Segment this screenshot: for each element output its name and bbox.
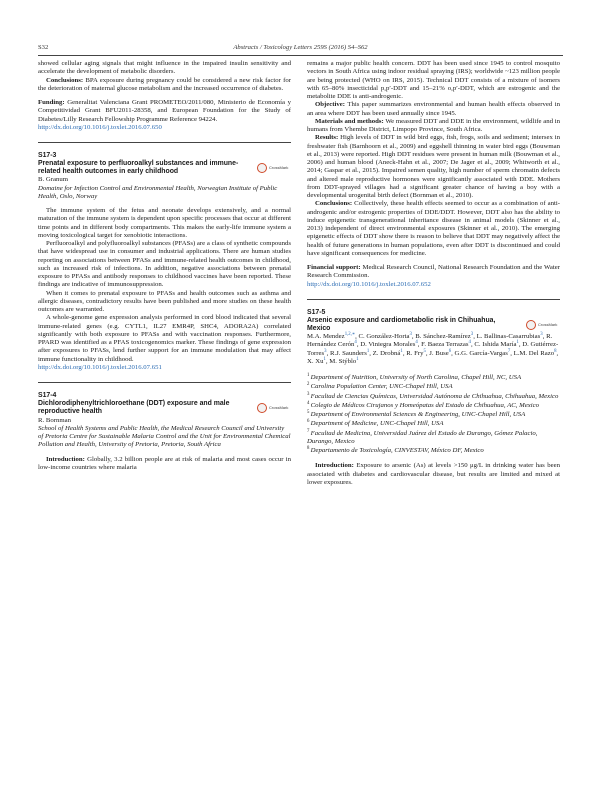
funding-text: Medical Research Council, National Research Foundation and the Water Research Commission. <box>307 264 560 280</box>
body-paragraph: Perfluoroalkyl and polyfluoroalkyl substances (PFASs) are a class of synthetic compounds that have widespread use in consumer and industrial applications. There are human studies reporting on associations between PFASs and immune-related health outcomes in childhood, such as increased risk of infections. In addition, negative associations between prenatal exposure to PFASs and antibody responses to childhood vaccines have been reported. These findings are indicative of immunosuppression. <box>38 240 291 289</box>
right-column <box>307 60 560 487</box>
section-divider <box>307 299 560 300</box>
funding-paragraph <box>38 99 291 124</box>
body-paragraph: The immune system of the fetus and neonate develops extensively, and a normal maturation of the immune system is dependent upon specific processes that occur at different time points and in different body compartments. This makes the early-life immune system a moving toxicological target for xenobiotic interactions. <box>38 207 291 239</box>
objective-text: This paper summarizes environmental and human health effects observed in an area where DDT has been used annually since 1945. <box>307 101 560 117</box>
affiliation-text: Department of Nutrition, University of North Carolina, Chapel Hill, NC, USA <box>310 374 522 382</box>
affiliation-item <box>307 420 560 428</box>
affiliation-text: Colegio de Médicos Cirujanos y Homeópatas del Estado de Chihuahua, AC, Mexico <box>310 401 540 409</box>
funding-label: Financial support: <box>307 264 361 271</box>
author-name: F. Baeza Terrazas <box>421 341 469 349</box>
crossmark-icon <box>526 320 536 330</box>
section-divider <box>38 382 291 383</box>
author-affiliation-marker[interactable]: 4 <box>354 340 357 346</box>
author-name: L. Ballinas-Casarrubias <box>476 333 541 341</box>
affiliation-list <box>307 374 560 455</box>
conclusions-paragraph <box>38 77 291 94</box>
author-affiliation-marker[interactable]: 1 <box>323 356 326 362</box>
author-affiliation-marker[interactable]: 5 <box>423 348 426 354</box>
objective-paragraph <box>307 101 560 118</box>
affiliation-number: 6 <box>307 419 311 425</box>
author-name: L.M. Del Razo <box>513 349 555 357</box>
affiliation-number: 7 <box>307 428 311 434</box>
affiliation-text: Facultad de Medicina, Universidad Juárez del Estado de Durango, Gómez Palacio, Durango, Mexico <box>307 429 538 445</box>
abstract-title: Arsenic exposure and cardiometabolic risk in Chihuahua, Mexico <box>307 316 496 332</box>
journal-citation: Abstracts / Toxicology Letters 259S (2016) S4–S62 <box>233 44 368 51</box>
author-name: G.G. García-Vargas <box>454 349 508 357</box>
author-affiliation-marker[interactable]: 4 <box>468 340 471 346</box>
abstract-title: Dichlorodiphenyltrichloroethane (DDT) exposure and male reproductive health <box>38 400 230 416</box>
affiliation-text: Department of Environmental Sciences & Engineering, UNC-Chapel Hill, USA <box>310 411 526 419</box>
author-name: M. Stýblo <box>329 357 357 365</box>
doi-link[interactable]: http://dx.doi.org/10.1016/j.toxlet.2016.07.652 <box>307 280 431 288</box>
introduction-label: Introduction: <box>315 462 354 470</box>
affiliation-text: Carolina Population Center, UNC-Chapel Hill, USA <box>310 383 453 391</box>
affiliation-item <box>307 374 560 382</box>
author-name: X. Xu <box>307 357 324 365</box>
affiliation-number: 1 <box>307 372 311 378</box>
header-rule <box>38 55 563 56</box>
author-name: M.A. Mendez <box>307 333 345 341</box>
crossmark-label: CrossMark <box>269 164 289 170</box>
crossmark-badge[interactable] <box>526 318 560 332</box>
affiliation-item <box>307 447 560 455</box>
author-name: J. Buse <box>429 349 449 357</box>
conclusions-label: Conclusions: <box>315 200 353 208</box>
author-affiliation-marker[interactable]: 3 <box>470 331 474 337</box>
author-line: B. Granum <box>38 176 68 184</box>
affiliation-item <box>307 402 560 410</box>
conclusions-label: Conclusions: <box>46 76 84 84</box>
introduction-paragraph <box>307 462 560 487</box>
author-list: M.A. Mendez$^{1,2,∗}$, C. González-Horta$^3$, B. Sánchez-Ramírez$^3$, L. Ballinas-Casarrubias$^3$, R. Hernández Cerón$^4$, D. Viniegra Morales$^4$, F. Baeza Terrazas$^4$, C. Ishida María$^1$, D. Gutiérrez-Torres$^3$, R.J. Saunders$^1$, Z. Drobná$^1$, R. Fry$^5$, J. Buse$^6$, G.G. García-Vargas$^7$, L.M. Del Razo$^8$, X. Xu$^1$, M. Stýblo$^1$ <box>307 331 559 365</box>
doi-link[interactable]: http://dx.doi.org/10.1016/j.toxlet.2016.07.651 <box>38 363 162 371</box>
conclusions-text: Collectively, these health effects seemed to occur as a combination of anti-androgenic and/or estrogenic properties of DDE/DDT. However, DDT also has the ability to induce epigenetic transgenerational inheritance disease in animal models (Skinner et al., 2013) independent of direct environmental exposures (Skinner et al., 2010). The emerging epigenetic effects of DDT show there is reason to believe that DDT may negatively affect the health of future generations in human populations, even after DDT is discontinued and could have significant consequences for medicine. <box>307 200 560 257</box>
section-divider <box>38 142 291 143</box>
affiliation-text: Departamento de Toxicología, CINVESTAV, México DF, Mexico <box>310 447 484 455</box>
results-label: Results: <box>315 134 339 142</box>
conclusions-paragraph <box>307 200 560 258</box>
affiliation: Domaine for Infection Control and Environmental Health, Norwegian Institute of Public Health, Oslo, Norway <box>38 184 278 200</box>
doi-link[interactable]: http://dx.doi.org/10.1016/j.toxlet.2016.07.650 <box>38 123 162 131</box>
author-affiliation-marker[interactable]: 8 <box>554 348 557 354</box>
author-line: R. Bornman <box>38 416 71 424</box>
introduction-paragraph <box>38 456 291 473</box>
crossmark-badge[interactable] <box>257 401 291 415</box>
author-affiliation-marker[interactable]: 7 <box>507 348 511 354</box>
page-number: S32 <box>38 44 49 51</box>
affiliation-item <box>307 393 560 401</box>
affiliation-number: 3 <box>307 391 311 397</box>
affiliation-number: 5 <box>307 409 311 415</box>
introduction-label: Introduction: <box>46 455 85 463</box>
author-affiliation-marker[interactable]: 3 <box>324 348 327 354</box>
abstract-id: S17-3 <box>38 152 57 159</box>
results-text: High levels of DDT in wild bird eggs, fish, frogs, soils and sediment; intersex in freshwater fish (Barnhoorn et al., 2009) and eggshell thinning in water bird eggs (Bouwman et al., 2013) were reported. High DDT residues were present in human milk (Bouwman et al., 2006) and human blood (Aneck-Hahn et al., 2007; De Jager et al., 2009; Whitworth et al., 2014; Gaspar et al., 2015). Impaired semen quality, high number of sperm chromatin defects and altered male reproductive hormones were significantly associated with DDE. Mothers from DDT-sprayed villages had a significant greater chance of having a boy with a developmental urogenital birth defect (Bornman et al., 2010). <box>307 134 560 199</box>
affiliation-item <box>307 383 560 391</box>
author-affiliation-marker[interactable]: 3 <box>409 331 412 337</box>
author-name: Z. Drobná <box>372 349 401 357</box>
objective-label: Objective: <box>315 101 345 109</box>
crossmark-label: CrossMark <box>269 405 289 411</box>
body-paragraph: A whole-genome gene expression analysis performed in cord blood indicated that several immune-related genes (e.g. CYTL1, IL27 EMR4P, SHC4, ADORA2A) correlated significantly with both exposure to PFASs and with vaccination responses. Furthermore, PPARD was identified as a PFAS toxicogenomics marker. These findings of gene expression after exposures to PFASs, lend further support for an immune modulation that may affect immune functionality in childhood. <box>38 314 291 363</box>
author-name: R. Fry <box>406 349 424 357</box>
author-name: C. Ishida María <box>474 341 517 349</box>
author-affiliation-marker[interactable]: 1 <box>400 348 403 354</box>
abstract-id: S17-5 <box>307 308 326 316</box>
funding-text: Generalitat Valenciana Grant PROMETEO/2011/080, Ministerio de Economía y Competitividad Grant BFU2011-28358, and European Foundation for the Study of Diabetes/Lilly Research Fellowship Programme Reference 94224. <box>38 99 291 123</box>
author-name: R.J. Saunders <box>329 349 367 357</box>
conclusions-text: BPA exposure during pregnancy could be considered a new risk factor for the deterioration of maternal glucose metabolism and the increased occurrence of diabetes. <box>38 76 291 92</box>
intro-paragraph: showed cellular aging signals that might influence in the impaired insulin sensitivity and accelerate the development of metabolic disorders. <box>38 60 291 76</box>
affiliation-text: Department of Medicine, UNC-Chapel Hill, USA <box>310 420 444 428</box>
methods-text: We measured DDT and DDE in the environment, wildlife and in humans from Vhembe District, Limpopo Province, South Africa. <box>307 117 560 133</box>
author-affiliation-marker[interactable]: 4 <box>415 340 418 346</box>
author-affiliation-marker[interactable]: 3 <box>540 331 543 337</box>
author-name: B. Sánchez-Ramírez <box>415 333 471 341</box>
affiliation-item <box>307 411 560 419</box>
affiliation-text: Facultad de Ciencias Químicas, Universidad Autónoma de Chihuahua, Chihuahua, Mexico <box>310 392 559 400</box>
author-affiliation-marker[interactable]: 1 <box>366 348 370 354</box>
crossmark-label: CrossMark <box>538 321 558 327</box>
crossmark-badge[interactable] <box>257 161 291 175</box>
body-paragraph: When it comes to prenatal exposure to PFASs and health outcomes such as asthma and allergic diseases, contradictory results have been published and more studies on these health outcomes are warranted. <box>38 289 291 314</box>
continued-paragraph: remains a major public health concern. DDT has been used since 1945 to control mosquito vectors in South Africa using indoor residual spraying (IRS); worldwide ~123 million people are being protected (WHO on IRS, 2015). Technical DDT consists of a mixture of isomers with 65–80% insecticidal p,p′-DDT and 15–21% o,p′-DDT, which are estrogenic and the metabolite DDE is anti-androgenic. <box>307 60 560 100</box>
abstract-id: S17-4 <box>38 392 57 400</box>
funding-label: Funding: <box>38 99 65 106</box>
author-affiliation-marker[interactable]: 6 <box>448 348 452 354</box>
methods-paragraph <box>307 118 560 135</box>
author-name: C. González-Horta <box>358 333 410 341</box>
author-name: R. Hernández Cerón <box>307 333 553 349</box>
author-name: D. Gutiérrez-Torres <box>307 341 559 357</box>
author-affiliation-marker[interactable]: 1,2,∗ <box>344 331 356 337</box>
affiliation-number: 2 <box>307 382 311 388</box>
affiliation-number: 8 <box>307 445 311 451</box>
introduction-text: Exposure to arsenic (As) at levels >150 μg/L in drinking water has been associated with diabetes and cardiovascular disease, but results are limited and mixed at lower exposures. <box>307 462 560 486</box>
results-paragraph <box>307 134 560 200</box>
left-column <box>38 60 291 472</box>
abstract-title: Prenatal exposure to perfluoroalkyl substances and immune-related health outcomes in early childhood <box>38 160 239 176</box>
author-name: D. Viniegra Morales <box>360 341 416 349</box>
author-affiliation-marker[interactable]: 1 <box>356 356 359 362</box>
crossmark-icon <box>257 163 267 173</box>
introduction-text: Globally, 3.2 billion people are at risk of malaria and most cases occur in low-income countries where malaria <box>38 455 291 471</box>
affiliation-number: 4 <box>307 400 311 406</box>
crossmark-icon <box>257 403 267 413</box>
affiliation-item <box>307 430 560 447</box>
methods-label: Materials and methods: <box>315 117 384 125</box>
funding-paragraph <box>307 264 560 281</box>
affiliation: School of Health Systems and Public Health, the Medical Research Council and University of Pretoria Centre for Sustainable Malaria Control and the Unit for Environmental Chemical Pollution and Health, University of Pretoria, Pretoria, South Africa <box>38 424 291 449</box>
author-affiliation-marker[interactable]: 1 <box>516 340 519 346</box>
